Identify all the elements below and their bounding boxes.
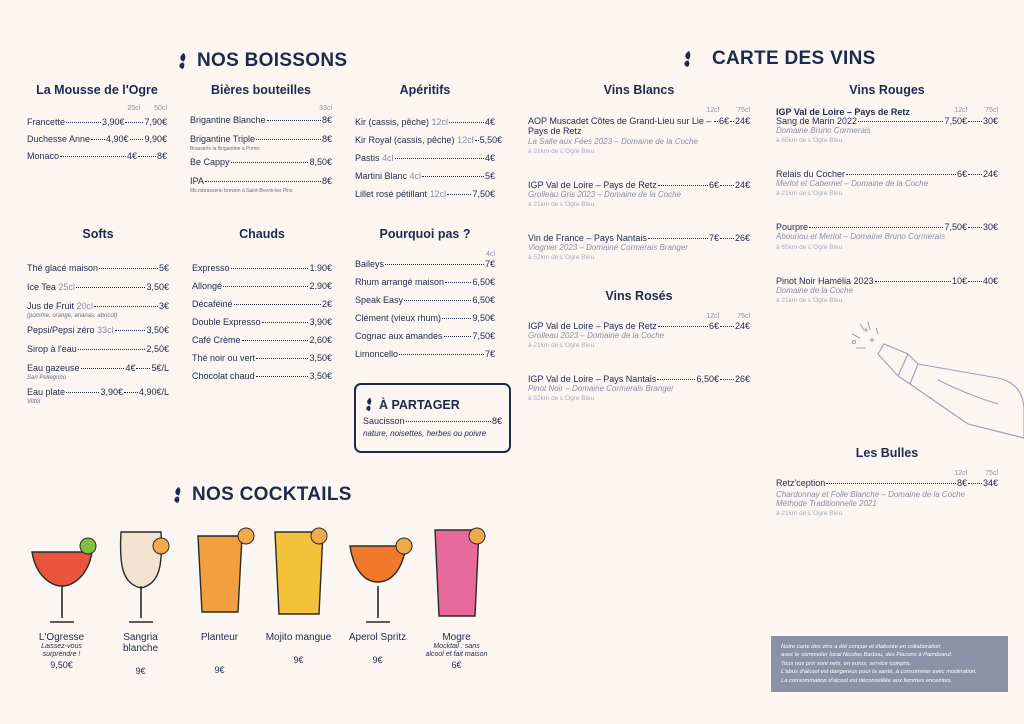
item-label: Limoncello <box>355 349 399 359</box>
vins-blancs-title: Vins Blancs <box>603 83 675 97</box>
item-label: Sirop à l'eau <box>27 344 77 354</box>
price-glass: 6€ <box>708 321 719 331</box>
menu-row <box>27 135 167 144</box>
wine-item <box>528 375 750 402</box>
info-box <box>771 636 1008 692</box>
softs-title: Softs <box>82 227 114 241</box>
cocktail-note: Laissez-vous surprendre ! <box>41 643 82 658</box>
item-label: Baileys <box>355 259 385 269</box>
price-glass: 7€ <box>708 233 719 244</box>
item-price: 4€ <box>484 117 495 127</box>
item-price: 1.90€ <box>309 263 332 273</box>
item-label: Be Cappy <box>190 157 230 167</box>
size-4cl: 4cl <box>486 251 495 258</box>
price-glass: 7,50€ <box>944 116 967 126</box>
softs-section <box>27 227 169 412</box>
size-75cl: 75cl <box>737 107 750 114</box>
price-bottle: 30€ <box>982 116 998 126</box>
bieres-section <box>190 83 332 200</box>
size-12cl: 12cl <box>954 107 968 114</box>
cocktail-price: 9€ <box>214 665 225 675</box>
item-label: Jus de Fruit <box>27 301 75 311</box>
item-label: Thé glacé maison <box>27 263 99 273</box>
menu-row <box>192 372 332 381</box>
size-12cl: 12cl <box>706 107 720 114</box>
item-price: 6,50€ <box>472 295 495 305</box>
wine-name: Vin de France – Pays Nantais <box>528 233 647 244</box>
item-price: 8,50€ <box>309 157 332 167</box>
item-label: Allongé <box>192 281 223 291</box>
wine-desc: Grolleau 2023 – Domaine de la Coche <box>528 331 665 340</box>
menu-row <box>192 264 332 273</box>
wine-item <box>776 117 998 144</box>
cocktail-name: Mogre <box>442 632 471 643</box>
vins-rouges-title: Vins Rouges <box>849 83 925 97</box>
cocktail-price: 9€ <box>135 666 146 676</box>
menu-row <box>190 116 332 125</box>
wine-name: IGP Val de Loire – Pays de Retz <box>528 321 657 331</box>
cocktail-item <box>417 522 496 692</box>
mousse-title: La Mousse de l'Ogre <box>36 83 158 97</box>
price-25cl: 3,90€ <box>101 117 125 127</box>
wine-name: Relais du Cocher <box>776 169 846 180</box>
wine-item <box>528 181 750 208</box>
info-line: Tous nos prix sont nets, en euros, service compris. <box>781 660 912 667</box>
item-label: Clément (vieux rhum) <box>355 313 442 323</box>
wine-desc: Abouriou et Merlot – Domaine Bruno Cormerais <box>776 232 945 242</box>
wine-location: à 21km de L'Ogre Bleu <box>776 296 843 304</box>
cocktail-price: 9,50€ <box>50 660 73 671</box>
item-price: 2,50€ <box>146 344 169 354</box>
item-price: 9,50€ <box>472 313 495 323</box>
item-label: Kir Royal (cassis, pêche) <box>355 135 455 145</box>
wine-desc: La Salle aux Fées 2023 – Domaine de la Coche <box>528 136 698 146</box>
menu-row <box>27 364 169 373</box>
partager-row <box>363 417 502 426</box>
item-price: 2€ <box>321 299 332 309</box>
item-price: 7€ <box>484 259 495 269</box>
menu-row <box>355 350 495 359</box>
item-label: Speak Easy <box>355 295 404 305</box>
item-price: 7,50€ <box>472 331 495 341</box>
vins-roses-sizes <box>528 313 750 320</box>
wine-name: IGP Val de Loire – Pays de Retz <box>528 179 657 190</box>
partager-box <box>354 383 511 453</box>
menu-row <box>190 135 332 144</box>
item-volume: 4cl <box>409 171 422 181</box>
partager-item: Saucisson <box>363 416 405 426</box>
item-price: 8€ <box>321 115 332 125</box>
price-bottle: 24€ <box>734 116 750 126</box>
cocktail-item <box>259 522 338 692</box>
menu-row <box>27 388 169 397</box>
item-label: Lillet rosé pétillant <box>355 189 428 199</box>
chauds-section <box>192 227 332 390</box>
item-label: Expresso <box>192 263 230 273</box>
price-bottle: 26€ <box>734 233 750 244</box>
item-price: 5€ <box>158 263 169 273</box>
size-25cl: 25cl <box>127 105 141 112</box>
price-glass: 6€ <box>708 179 719 190</box>
cocktail-glass-icon <box>417 522 497 626</box>
aperitifs-section <box>355 83 503 208</box>
cocktail-glass-icon <box>22 522 102 626</box>
cocktail-price: 9€ <box>293 655 304 665</box>
item-label: Double Expresso <box>192 317 261 327</box>
item-label: Francette <box>27 117 66 127</box>
item-volume: 20cl <box>76 301 94 311</box>
leaf-icon <box>680 50 694 68</box>
menu-row <box>190 177 332 186</box>
item-label: Décaféiné <box>192 299 233 309</box>
item-price-litre: 4,90€/L <box>138 387 169 397</box>
wine-item <box>528 234 750 261</box>
cocktail-name: Mojito mangue <box>265 632 332 643</box>
menu-row <box>27 345 169 354</box>
price-25cl: 4,90€ <box>106 134 129 144</box>
bulles-loc: à 21km de L'Ogre Bleu <box>776 510 843 518</box>
menu-row <box>27 302 169 311</box>
item-label: IPA <box>190 176 204 186</box>
wine-item <box>776 277 998 304</box>
item-label: Pastis <box>355 153 380 163</box>
size-33cl: 33cl <box>319 105 332 112</box>
item-label: Thé noir ou vert <box>192 353 256 363</box>
item-label: Chocolat chaud <box>192 371 255 381</box>
item-price: 2.90€ <box>309 281 332 291</box>
wine-desc: Pinot Noir – Domaine Cormerais Branger <box>528 384 674 394</box>
cocktail-glass-icon <box>180 522 260 626</box>
pourquoi-section <box>355 227 495 368</box>
size-12cl: 12cl <box>954 470 968 477</box>
partager-price: 8€ <box>491 416 502 426</box>
wine-desc: Viognier 2023 – Domaine Cormerais Branger <box>528 243 688 253</box>
item-label: Brigantine Triple <box>190 134 256 144</box>
partager-desc: nature, noisettes, herbes ou poivre <box>363 429 487 438</box>
price-glass: 10€ <box>951 275 967 286</box>
size-12cl: 12cl <box>706 313 720 320</box>
vins-heading <box>680 48 876 70</box>
cocktails-heading <box>170 484 352 506</box>
cocktail-item <box>22 522 101 692</box>
cocktail-glass-icon <box>259 522 339 626</box>
wine-item <box>528 116 750 155</box>
item-label: Pepsi/Pepsi zéro <box>27 325 95 335</box>
info-line: La consommation d'alcool est déconseillée aux femmes enceintes. <box>781 677 953 684</box>
vins-blancs-section <box>528 83 750 261</box>
cocktail-item <box>338 522 417 692</box>
item-price: 3,90€ <box>309 317 332 327</box>
wine-name: Sang de Marin 2022 <box>776 116 858 126</box>
size-75cl: 75cl <box>737 313 750 320</box>
wine-name: AOP Muscadet Côtes de Grand-Lieu sur Lie – Pays de Retz <box>528 116 712 137</box>
item-note: Microbrasserie brewen à Saint-Brevin-les Pins <box>190 188 293 194</box>
item-price: 4€ <box>125 363 136 373</box>
menu-row <box>355 118 495 127</box>
menu-row <box>355 314 495 323</box>
vins-rouges-first-heading: IGP Val de Loire – Pays de Retz <box>776 107 910 117</box>
vins-roses-title: Vins Rosés <box>605 289 673 303</box>
price-glass: 6,50€ <box>696 374 719 385</box>
menu-row <box>27 118 167 127</box>
cocktail-name: Aperol Spritz <box>348 632 407 643</box>
bulles-title: Les Bulles <box>855 446 919 460</box>
bieres-size <box>190 105 332 112</box>
mousse-section <box>27 83 167 169</box>
menu-row <box>355 296 495 305</box>
item-volume: 12cl <box>431 117 449 127</box>
item-label: Brigantine Blanche <box>190 115 266 125</box>
info-line: avec le sommelier local Nicolas Barbou, des Flacons à Paimboeuf. <box>781 652 953 659</box>
price-glass: 6€ <box>956 169 967 180</box>
price-bottle: 30€ <box>982 222 998 233</box>
boissons-heading <box>175 50 347 72</box>
cocktail-item <box>180 522 259 692</box>
wine-desc: Grolleau Gris 2023 – Domaine de la Coche <box>528 189 681 199</box>
info-line: Notre carte des vins a été conçue et élaborée en collaboration <box>781 644 941 650</box>
vins-roses-section <box>528 289 750 402</box>
menu-row <box>27 283 169 292</box>
cocktail-name: Planteur <box>200 632 239 643</box>
menu-row <box>355 190 495 199</box>
cocktail-item <box>101 522 180 692</box>
item-price: 2,60€ <box>309 335 332 345</box>
item-label: Kir (cassis, pêche) <box>355 117 430 127</box>
item-price: 7€ <box>484 349 495 359</box>
price-25cl: 4€ <box>126 151 137 161</box>
partager-heading <box>363 397 502 412</box>
menu-row <box>192 318 332 327</box>
price-glass: 7,50€ <box>944 222 967 233</box>
price-50cl: 9,90€ <box>144 134 168 144</box>
wine-desc: Domaine de la Coche <box>776 285 853 295</box>
leaf-icon <box>170 486 184 504</box>
item-price: 3,50€ <box>146 282 169 292</box>
wine-desc: Merlot et Cabernet – Domaine de la Coche <box>776 179 929 189</box>
item-label: Café Crème <box>192 335 241 345</box>
item-price: 3,50€ <box>309 371 332 381</box>
wine-desc: Domaine Bruno Cormerais <box>776 126 871 135</box>
menu-row <box>27 326 169 335</box>
item-label: Rhum arrangé maison <box>355 277 445 287</box>
menu-row <box>355 278 495 287</box>
item-volume: 33cl <box>97 325 114 335</box>
champagne-bottle-illustration <box>848 320 1024 440</box>
bulles-price-bottle: 34€ <box>982 478 998 488</box>
price-bottle: 24€ <box>982 169 998 180</box>
price-50cl: 7,90€ <box>144 117 167 127</box>
item-price: 3,90€ <box>100 387 123 397</box>
wine-location: à 52km de L'Ogre Bleu <box>528 254 595 262</box>
price-50cl: 8€ <box>156 151 167 161</box>
item-note: (pomme, orange, ananas, abricot) <box>27 313 118 319</box>
item-price: 8€ <box>321 134 332 144</box>
menu-row <box>355 260 495 269</box>
menu-row <box>192 300 332 309</box>
leaf-icon <box>175 52 189 70</box>
item-price: 7,50€ <box>472 189 495 199</box>
bulles-item <box>776 479 998 517</box>
chauds-title: Chauds <box>239 227 285 241</box>
bulles-price-glass: 8€ <box>956 478 967 488</box>
price-bottle: 24€ <box>734 321 750 331</box>
bulles-sizes <box>776 470 998 477</box>
bulles-desc: Chardonnay et Folle Blanche – Domaine de la Coche Méthode Traditionnelle 2021 <box>776 490 966 509</box>
menu-row <box>355 172 495 181</box>
item-note: San Pellegrino <box>27 375 67 381</box>
menu-row <box>192 336 332 345</box>
cocktail-glass-icon <box>338 522 418 626</box>
wine-location: à 21km de L'Ogre Bleu <box>528 201 595 209</box>
item-label: Martini Blanc <box>355 171 408 181</box>
pourquoi-size <box>355 251 495 258</box>
menu-row <box>355 135 503 145</box>
item-price: 5€ <box>484 171 495 181</box>
wine-location: à 21km de L'Ogre Bleu <box>528 147 595 155</box>
item-price: 3,50€ <box>309 353 332 363</box>
item-label: Eau plate <box>27 387 66 397</box>
info-line: L'abus d'alcool est dangereux pour la santé, à consommer avec modération. <box>781 669 977 676</box>
price-bottle: 24€ <box>734 179 750 190</box>
item-price-litre: 5€/L <box>151 363 169 373</box>
item-label: Monaco <box>27 151 60 161</box>
wine-item <box>528 322 750 349</box>
menu-row <box>190 158 332 167</box>
wine-location: à 21km de L'Ogre Bleu <box>776 190 843 198</box>
cocktail-name: Sangria blanche <box>122 632 159 654</box>
cocktail-glass-icon <box>101 522 181 626</box>
menu-row <box>192 354 332 363</box>
wine-name: Pourpre <box>776 222 809 233</box>
item-volume: 25cl <box>58 282 75 292</box>
cocktail-name: L'Ogresse <box>38 632 85 643</box>
vins-title: CARTE DES VINS <box>712 48 876 69</box>
bieres-title: Bières bouteilles <box>210 83 312 97</box>
wine-location: à 65km de L'Ogre Bleu <box>776 243 843 251</box>
price-bottle: 26€ <box>734 374 750 385</box>
size-75cl: 75cl <box>985 470 998 477</box>
cocktails-title: NOS COCKTAILS <box>192 484 352 505</box>
wine-location: à 65km de L'Ogre Bleu <box>776 137 843 145</box>
pourquoi-title: Pourquoi pas ? <box>379 227 471 241</box>
menu-row <box>355 154 495 163</box>
item-volume: 4cl <box>382 153 394 163</box>
menu-row <box>192 282 332 291</box>
menu-row <box>355 332 495 341</box>
bulles-section <box>776 446 998 517</box>
item-note: Brasserie la Brigantine à Pornic <box>190 146 261 152</box>
wine-name: Pinot Noir Hamélia 2023 <box>776 275 874 286</box>
aperitifs-title: Apéritifs <box>399 83 451 97</box>
item-price: 3€ <box>158 301 169 311</box>
item-label: Duchesse Anne <box>27 134 91 144</box>
wine-item <box>776 223 998 250</box>
item-price: 5,50€ <box>479 135 503 145</box>
price-bottle: 40€ <box>982 275 998 286</box>
item-label: Eau gazeuse <box>27 363 80 373</box>
wine-location: à 52km de L'Ogre Bleu <box>528 395 595 403</box>
item-price: 8€ <box>321 176 332 186</box>
vins-blancs-sizes <box>528 107 750 114</box>
item-price: 6,50€ <box>472 277 495 287</box>
item-label: Cognac aux amandes <box>355 331 443 341</box>
cocktail-price: 6€ <box>451 660 462 671</box>
menu-row <box>27 152 167 161</box>
menu-row <box>27 264 169 273</box>
wine-item <box>776 170 998 197</box>
wine-location: à 21km de L'Ogre Bleu <box>528 342 595 350</box>
cocktails-row <box>22 522 498 692</box>
bulles-name: Retz'ception <box>776 478 826 488</box>
vins-rouges-section <box>776 83 998 304</box>
size-50cl: 50cl <box>154 105 167 112</box>
price-glass: 6€ <box>718 116 729 126</box>
partager-title: À PARTAGER <box>379 397 460 412</box>
item-note: Vittel <box>27 399 41 405</box>
leaf-icon <box>363 397 374 412</box>
boissons-title: NOS BOISSONS <box>197 50 348 71</box>
item-label: Ice Tea <box>27 282 56 292</box>
wine-name: IGP Val de Loire – Pays Nantais <box>528 374 657 385</box>
item-volume: 12cl <box>429 189 447 199</box>
item-price: 3,50€ <box>146 325 169 335</box>
cocktail-note: Mocktail : sans alcool et fait maison <box>425 643 488 658</box>
item-volume: 12cl <box>457 135 474 145</box>
item-price: 4€ <box>484 153 495 163</box>
cocktail-price: 9€ <box>372 655 383 665</box>
size-75cl: 75cl <box>985 107 998 114</box>
mousse-sizes <box>27 105 167 112</box>
